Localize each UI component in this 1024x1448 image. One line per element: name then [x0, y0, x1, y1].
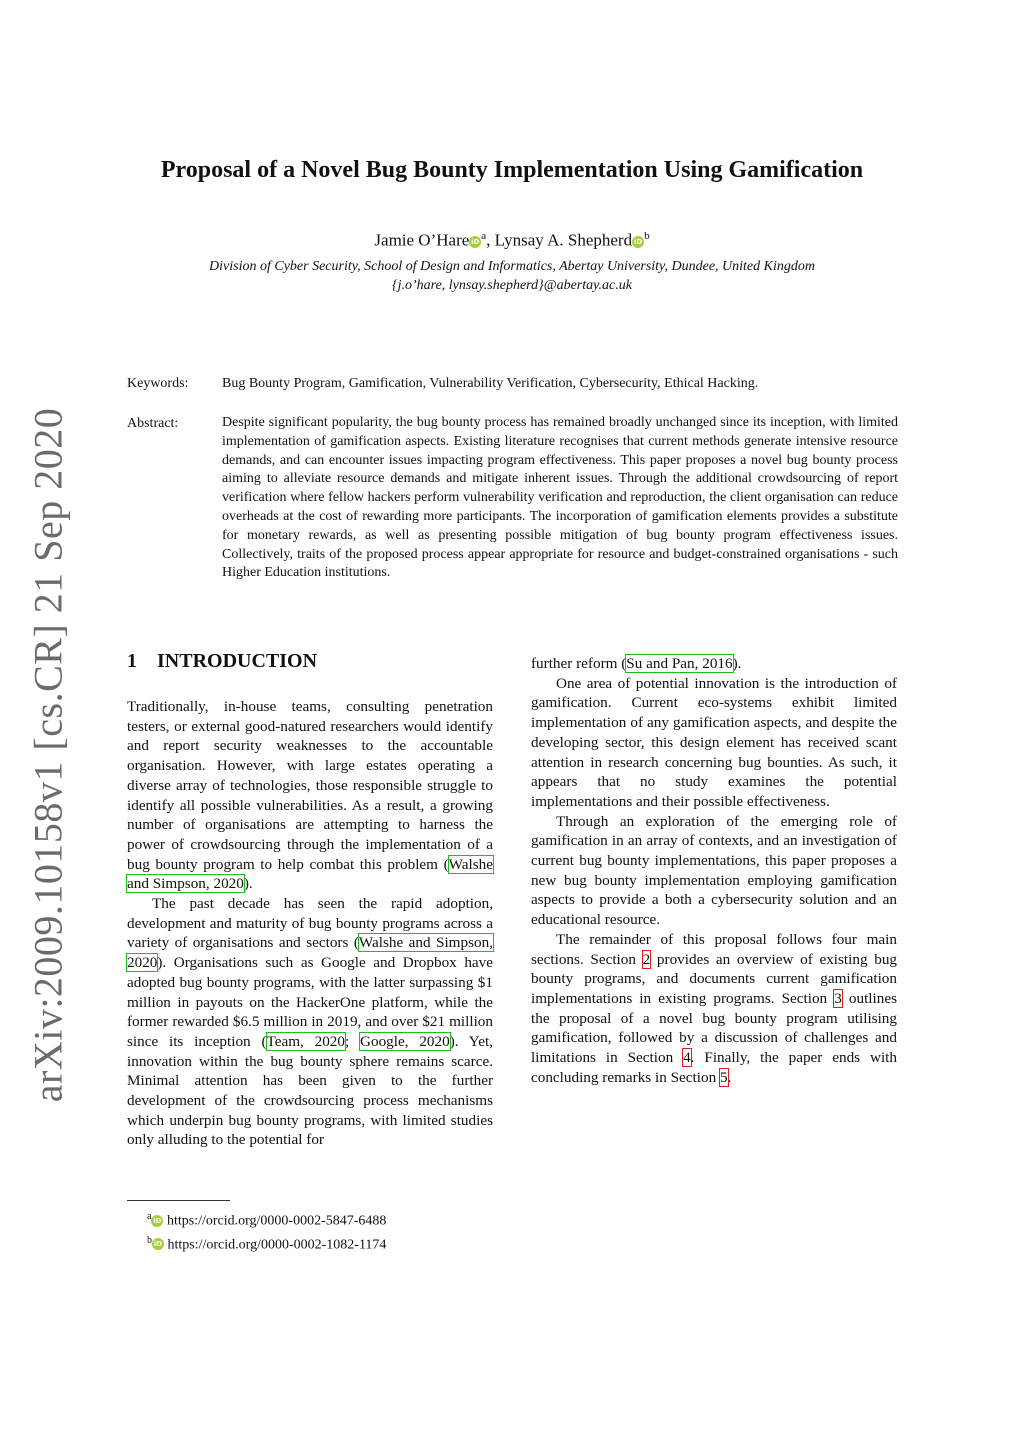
orcid-icon: iD	[153, 1240, 163, 1249]
author-name: Jamie O’Hare	[374, 230, 470, 250]
paragraph: One area of potential innovation is the introduction of gamification. Current eco-systems exhibit limited implementation of any gamification aspects, and despite the developing sector, this design element has received scant attention in research concerning bug bounties. As such, it appears that no study examines the potential implementations and their possible effectiveness.	[531, 674, 897, 810]
paragraph-text: ). Organisations such as Google and Dropbox have adopted bug bounty programs, with the latter surpassing $1 million in payouts on the HackerOne platform, while the former rewarded $6.5 million in 2019, and over $21 million since its inception (	[127, 954, 493, 1050]
paragraph-text: ).	[732, 655, 742, 672]
paragraph: Through an exploration of the emerging role of gamification in an array of contexts, and an investigation of current bug bounty implementations, this paper proposes a new bug bounty implementation employing gamification aspects to provide a both a cybersecurity solution and an educational resource.	[531, 812, 897, 929]
paragraph	[531, 930, 897, 1088]
footnote-mark: a	[147, 1211, 152, 1222]
section-ref-link[interactable]: 3	[834, 989, 842, 1007]
section-number: 1	[127, 650, 137, 672]
right-column	[531, 654, 897, 1087]
section-ref-link[interactable]: 2	[642, 950, 651, 968]
footnote	[147, 1231, 386, 1255]
orcid-url[interactable]: https://orcid.org/0000-0002-5847-6488	[166, 1213, 387, 1229]
author-separator: ,	[486, 230, 495, 250]
orcid-icon[interactable]: iD	[471, 237, 480, 246]
footnotes	[147, 1207, 386, 1254]
citation-link[interactable]: Google, 2020	[360, 1032, 450, 1050]
abstract-label: Abstract:	[127, 416, 179, 431]
footnote-mark: b	[147, 1234, 152, 1246]
keywords-text: Bug Bounty Program, Gamification, Vulnerability Verification, Cybersecurity, Ethical Hacking.	[222, 376, 759, 391]
paragraph-text: The past decade has seen the rapid adoption, development and maturity of bug bounty programs across a variety of organisations and sectors (	[127, 895, 493, 952]
affiliation-block	[0, 257, 1024, 295]
paragraph-text: ). Yet, innovation within the bug bounty sphere remains scarce. Minimal attention has been given to the further development of the crowdsourcing process mechanisms which underpin bug bounty programs, with limited studies only alluding to the potential for	[127, 1032, 493, 1149]
paragraph-text: further reform (	[531, 655, 627, 672]
paragraph	[127, 894, 493, 1150]
paragraph	[127, 697, 493, 894]
keywords-label: Keywords:	[127, 376, 189, 391]
section-title: INTRODUCTION	[157, 650, 318, 672]
citation-link[interactable]: Team, 2020	[266, 1032, 345, 1050]
orcid-url[interactable]: https://orcid.org/0000-0002-1082-1174	[167, 1237, 387, 1253]
paragraph-text: Traditionally, in-house teams, consulting penetration testers, or external good-natured researchers would identify and report security weaknesses to the accountable organisation. However, with large estates operating a diverse array of technologies, those responsible struggle to identify all possible vulnerabilities. As a result, a growing number of organisations are attempting to harness the power of crowdsourcing through the implementation of a bug bounty program to help combat this problem (	[127, 698, 493, 873]
citation-link[interactable]: Su and Pan, 2016	[626, 655, 733, 672]
section-ref-link[interactable]: 5	[719, 1068, 728, 1086]
citation-link[interactable]: Walshe and Simpson, 2020	[127, 934, 493, 972]
author-name: Lynsay A. Shepherd	[494, 230, 633, 250]
author-sup: b	[644, 230, 650, 242]
arxiv-identifier: arXiv:2009.10158v1 [cs.CR] 21 Sep 2020	[25, 407, 71, 1103]
left-column	[127, 697, 493, 1150]
footnote-divider	[127, 1200, 230, 1201]
orcid-icon[interactable]: iD	[633, 237, 643, 246]
paragraph-text: The remainder of this proposal follows four main sections. Section	[531, 930, 897, 968]
citation-link[interactable]: Walshe and Simpson, 2020	[127, 855, 493, 893]
arxiv-stamp	[24, 407, 72, 1103]
section-heading	[127, 650, 317, 673]
footnote	[147, 1207, 386, 1231]
paragraph	[531, 654, 897, 674]
paragraph-text: ;	[345, 1032, 361, 1050]
section-ref-link[interactable]: 4	[683, 1049, 691, 1067]
orcid-icon: iD	[153, 1216, 162, 1225]
paragraph-text: ).	[243, 875, 253, 893]
paragraph-text: . Finally, the paper ends with concluding remarks in Section	[531, 1049, 897, 1086]
paragraph-text: provides an overview of existing bug bounty programs, and documents current gamification implementations in existing programs. Section	[531, 950, 898, 1007]
author-line	[0, 230, 1024, 251]
author-sup: a	[481, 230, 487, 242]
affiliation: Division of Cyber Security, School of Design and Informatics, Abertay University, Dundee, United Kingdom	[209, 259, 815, 274]
abstract-text: Despite significant popularity, the bug bounty process has remained broadly unchanged since its inception, with limited implementation of gamification aspects. Existing literature recognises that current methods generate intensive resource demands, and can encounter issues impacting program effectiveness. This paper proposes a novel bug bounty process aiming to alleviate resource demands and mitigate inherent issues. Through the additional crowdsourcing of report verification where fellow hackers perform vulnerability verification and reproduction, the client organisation can reduce overheads at the cost of rewarding more participants. The incorporation of gamification elements provides a substitute for monetary rewards, as well as presenting possible mitigation of bug bounty program effectiveness issues. Collectively, traits of the proposed process appear appropriate for resource and budget-constrained organisations - such Higher Education institutions.	[222, 415, 898, 581]
paper-title: Proposal of a Novel Bug Bounty Implementation Using Gamification	[160, 157, 864, 183]
paragraph-text: outlines the proposal of a novel bug bounty program utilising gamification, followed by a discussion of challenges and limitations in Section	[531, 989, 897, 1067]
paragraph-text: .	[727, 1068, 732, 1086]
author-emails: {j.o’hare, lynsay.shepherd}@abertay.ac.uk	[392, 278, 632, 293]
